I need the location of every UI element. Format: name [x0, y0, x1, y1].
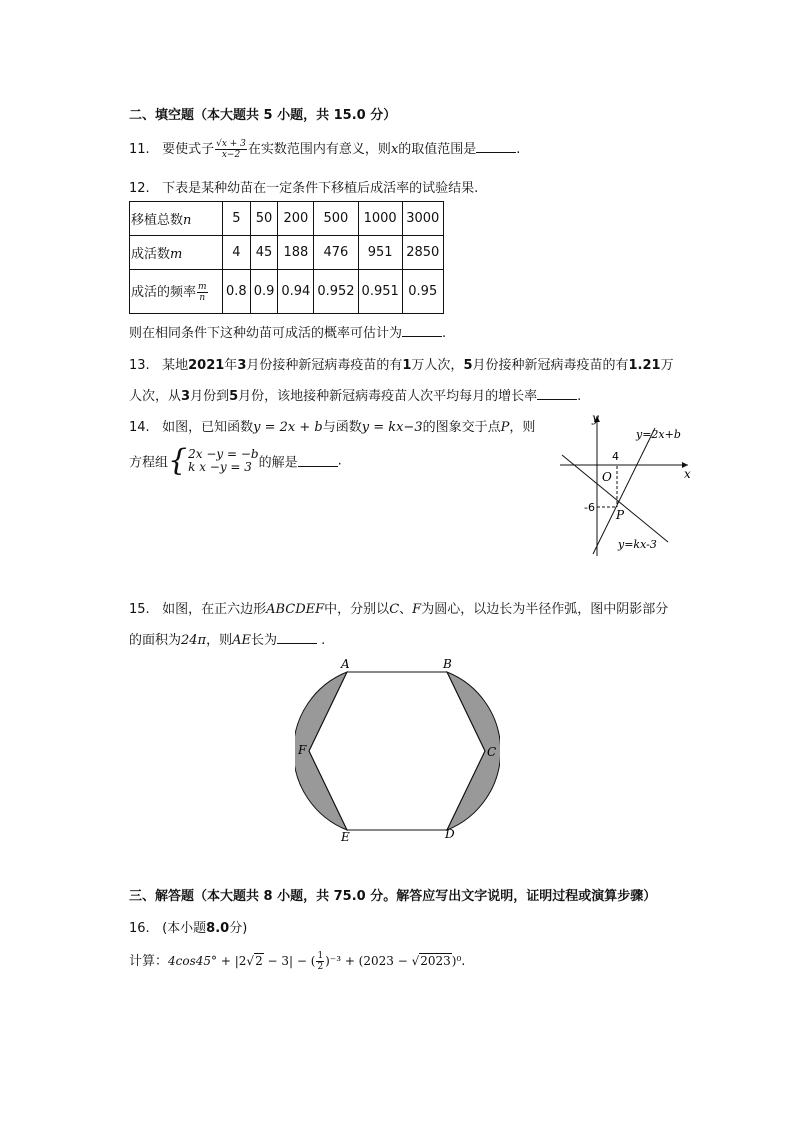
section-2-title: 二、填空题（本大题共 5 小题，共 15.0 分）: [129, 108, 397, 123]
line-y-2x-plus-b: [593, 428, 655, 554]
q12-answer-line: [129, 322, 446, 341]
hexagon-figure: [295, 655, 500, 845]
label-line-1: y=2x+b: [636, 428, 681, 441]
table-cell: 500: [314, 202, 358, 236]
question-12: [129, 177, 478, 196]
table-row-head: 成活数m: [130, 236, 223, 270]
label-4: 4: [612, 450, 619, 463]
table-row-head: 成活的频率 $\frac{m}{n}$: [130, 270, 223, 314]
label-x: x: [684, 467, 691, 481]
table-cell: 0.951: [358, 270, 402, 314]
q11-text-post: 的取值范围是: [398, 142, 477, 157]
q11-var: x: [390, 142, 399, 157]
line-y-kx-3: [562, 455, 668, 542]
q11-frac-den: x−2: [221, 150, 241, 160]
question-number: 12.: [129, 181, 150, 196]
question-number: 13.: [129, 358, 150, 373]
table-cell: 5: [223, 202, 251, 236]
question-number: 15.: [129, 602, 150, 617]
table-cell: 0.94: [278, 270, 314, 314]
question-16: 16. (本小题8.0分): [129, 921, 248, 936]
vertex-c: C: [487, 745, 497, 759]
table-row-head: 移植总数n: [130, 202, 223, 236]
q14-function-2: y = kx−3: [361, 420, 423, 435]
table-cell: 1000: [358, 202, 402, 236]
equation-system: { 2x −y = −b k x −y = 3: [168, 443, 259, 478]
seedling-table: [129, 201, 444, 314]
table-cell: 0.9: [250, 270, 278, 314]
answer-blank[interactable]: [298, 455, 338, 467]
label-p: P: [616, 508, 625, 522]
question-number: 11.: [129, 142, 150, 157]
label-origin: O: [602, 470, 612, 484]
question-15-line-2: 的面积为24π，则AE长为 .: [129, 633, 326, 648]
vertex-e: E: [341, 830, 350, 844]
q14-function-1: y = 2x + b: [253, 420, 323, 435]
question-15: 15. 如图，在正六边形ABCDEF中，分别以C、F为圆心，以边长为半径作弧，图中阴影部分: [129, 602, 669, 617]
label-neg6: -6: [584, 501, 595, 514]
vertex-b: B: [443, 657, 452, 671]
table-cell: 0.95: [402, 270, 443, 314]
question-13: 13. 某地2021年3月份接种新冠病毒疫苗的有1万人次，5月份接种新冠病毒疫苗的有1.21万: [129, 358, 674, 373]
table-row: [130, 202, 444, 236]
calc-label: 计算：: [129, 954, 169, 969]
question-14-line-2: 方程组 { 2x −y = −b k x −y = 3 的解是 .: [129, 443, 342, 478]
q11-frac-num: √x + 3: [216, 139, 246, 149]
table-cell: 45: [250, 236, 278, 270]
table-row: [130, 270, 444, 314]
question-number: 16.: [129, 921, 150, 936]
table-cell: 200: [278, 202, 314, 236]
q14-graph: [550, 408, 700, 558]
answer-blank[interactable]: [476, 141, 516, 153]
q11-text-pre: 要使式子: [162, 142, 215, 157]
table-cell: 4: [223, 236, 251, 270]
question-11: [129, 138, 520, 160]
q12-text: 下表是某种幼苗在一定条件下移植后成活率的试验结果.: [162, 181, 479, 196]
vertex-a: A: [341, 657, 350, 671]
answer-blank[interactable]: [537, 388, 577, 400]
vertex-d: D: [445, 827, 455, 841]
q12-after-text: 则在相同条件下这种幼苗可成活的概率可估计为: [129, 326, 403, 341]
table-cell: 188: [278, 236, 314, 270]
table-cell: 0.952: [314, 270, 358, 314]
question-16-expression: 计算：4cos45° + |2√2 − 3| − ( $\frac{1}{2}$ )⁻³ + (2023 − √2023)⁰.: [129, 951, 466, 972]
label-y: y: [592, 411, 599, 425]
q11-end: .: [516, 142, 521, 157]
table-cell: 0.8: [223, 270, 251, 314]
q11-fraction: [215, 139, 247, 160]
table-cell: 2850: [402, 236, 443, 270]
hexagon-outline: [309, 672, 485, 830]
answer-blank[interactable]: [402, 325, 442, 337]
question-number: 14.: [129, 420, 150, 435]
question-14: 14. 如图，已知函数y = 2x + b与函数y = kx−3的图象交于点P，则: [129, 420, 536, 435]
answer-blank[interactable]: [277, 632, 317, 644]
vertex-f: F: [298, 743, 307, 757]
q12-end: .: [442, 326, 447, 341]
table-row: [130, 236, 444, 270]
section-3-title: 三、解答题（本大题共 8 小题，共 75.0 分。解答应写出文字说明，证明过程或演算步骤）: [129, 889, 657, 904]
q11-text-mid: 在实数范围内有意义，则: [247, 142, 391, 157]
table-cell: 951: [358, 236, 402, 270]
label-line-2: y=kx-3: [618, 538, 657, 551]
question-13-line-2: 人次，从3月份到5月份，该地接种新冠病毒疫苗人次平均每月的增长率 .: [129, 389, 582, 404]
table-cell: 50: [250, 202, 278, 236]
table-cell: 3000: [402, 202, 443, 236]
table-cell: 476: [314, 236, 358, 270]
